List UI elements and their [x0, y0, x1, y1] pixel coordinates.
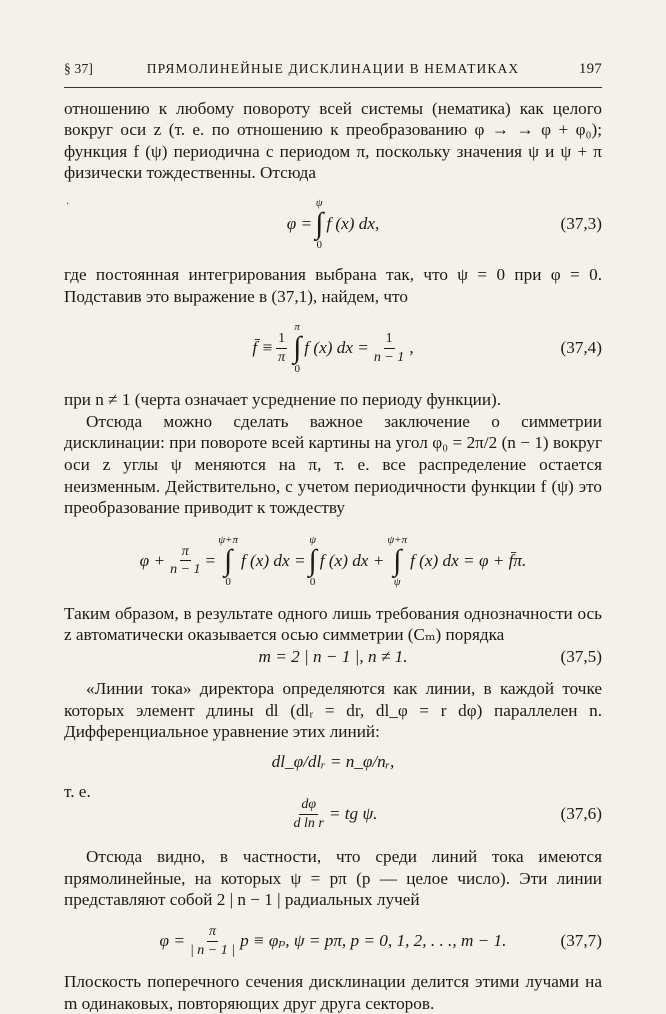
identity-integral-2: ψ ∫ 0 [308, 533, 317, 588]
eq3-rhs: f (x) dx, [326, 214, 380, 234]
paragraph-7: т. е. [64, 781, 91, 801]
equation-37-5: m = 2 | n − 1 |, n ≠ 1. (37,5) [258, 647, 602, 667]
eq7-fraction: $\frac{\pi}{| n - 1 |}$ [189, 924, 236, 958]
running-title: ПРЯМОЛИНЕЙНЫЕ ДИСКЛИНАЦИИ В НЕМАТИКАХ [146, 61, 520, 76]
equation-37-6: $\frac{d\varphi}{\text{d ln r}}$ = tg ψ. (37,6) [293, 797, 602, 831]
paragraph-3: при n ≠ 1 (черта означает усреднение по периоду функции). [64, 390, 502, 410]
equation-identity: φ + $\frac{\pi}{n - 1}$ = ψ+π ∫ 0 f (x) dx = ψ ∫ 0 f (x) dx + ψ+π ∫ ψ f (x) dx = φ + f̄π. [139, 533, 527, 588]
identity-fraction: $\frac{\pi}{n - 1}$ [170, 543, 201, 578]
eq5-number: (37,5) [560, 647, 602, 667]
eq3-integral [315, 197, 323, 251]
eq3-lhs: φ = [286, 214, 313, 234]
eq4-number: (37,4) [560, 338, 602, 358]
integral-sign: ∫ [315, 206, 324, 240]
eq4-middle: f (x) dx = [304, 338, 369, 358]
paragraph-8: Отсюда видно, в частности, что среди линий тока имеются прямолинейные, на которых ψ = pπ (p — целое число). Эти линии представляют собой 2 | n − 1 | радиальных лучей [64, 847, 602, 910]
paragraph-1: отношению к любому повороту всей системы (нематика) как целого вокруг оси z (т. е. по отношению к преобразованию φ → → φ + φ₀); функция f (ψ) периодична с периодом π, поскольку значения ψ и ψ + π физически тождественны. Отсюда [64, 98, 602, 183]
page-number: 197 [578, 61, 602, 77]
eq4-integral: π ∫ 0 [293, 321, 302, 376]
identity-integral-1: ψ+π ∫ 0 [218, 533, 238, 588]
eq4-fraction-1: $\frac{1}{\pi}$ [278, 331, 286, 365]
paragraph-6: «Линии тока» директора определяются как линии, в каждой точке которых элемент длины dl (dlᵣ = dr, dl_φ = r dφ) параллелен n. Дифференциальное уравнение этих линий: [64, 678, 602, 742]
identity-integral-3: ψ+π ∫ ψ [387, 533, 408, 588]
eq6-number: (37,6) [560, 804, 602, 824]
section-label: § 37] [64, 61, 94, 76]
eq3-upper-limit: ψ [315, 196, 323, 209]
eq3-number: (37,3) [560, 214, 602, 234]
equation-37-4: f̄ ≡ $\frac{1}{\pi}$ π ∫ 0 f (x) dx = $\frac{1}{n - 1}$ , (37,4) [252, 321, 602, 376]
eq4-fraction-2: $\frac{1}{n - 1}$ [373, 331, 405, 365]
running-header [64, 58, 602, 88]
paragraph-4: Отсюда можно сделать важное заключение о симметрии дисклинации: при повороте всей картины на угол φ₀ = 2π/2 (n − 1) вокруг оси z углы ψ меняются на π, т. е. все распределение остается неизменным. Действительно, с учетом периодичности функции f (ψ) это преобразование приводит к тождеству [64, 411, 602, 518]
paragraph-9: Плоскость поперечного сечения дисклинации делится этими лучами на m одинаковых, повторяющих друг друга секторов. [64, 972, 602, 1013]
equation-37-3: · φ = ψ ∫ 0 f (x) dx, (37,3) [66, 196, 602, 251]
eq6-fraction: $\frac{d\varphi}{\text{d ln r}}$ [293, 797, 324, 831]
equation-37-7: φ = $\frac{\pi}{| n - 1 |}$ p ≡ φₚ, ψ = pπ, p = 0, 1, 2, . . ., m − 1. (37,7) [159, 924, 602, 958]
paragraph-2: где постоянная интегрирования выбрана так, что ψ = 0 при φ = 0. Подставив это выражение в (37,1), найдем, что [64, 264, 602, 306]
equation-lines: dl_φ/dlᵣ = n_φ/nᵣ, [271, 751, 395, 771]
eq7-number: (37,7) [560, 931, 602, 951]
eq3-lower-limit: 0 [316, 238, 322, 251]
paragraph-5: Таким образом, в результате одного лишь требования однозначности ось z автоматически оказывается осью симметрии (Cₘ) порядка [64, 603, 602, 645]
eq4-lhs: f̄ ≡ [252, 338, 274, 358]
